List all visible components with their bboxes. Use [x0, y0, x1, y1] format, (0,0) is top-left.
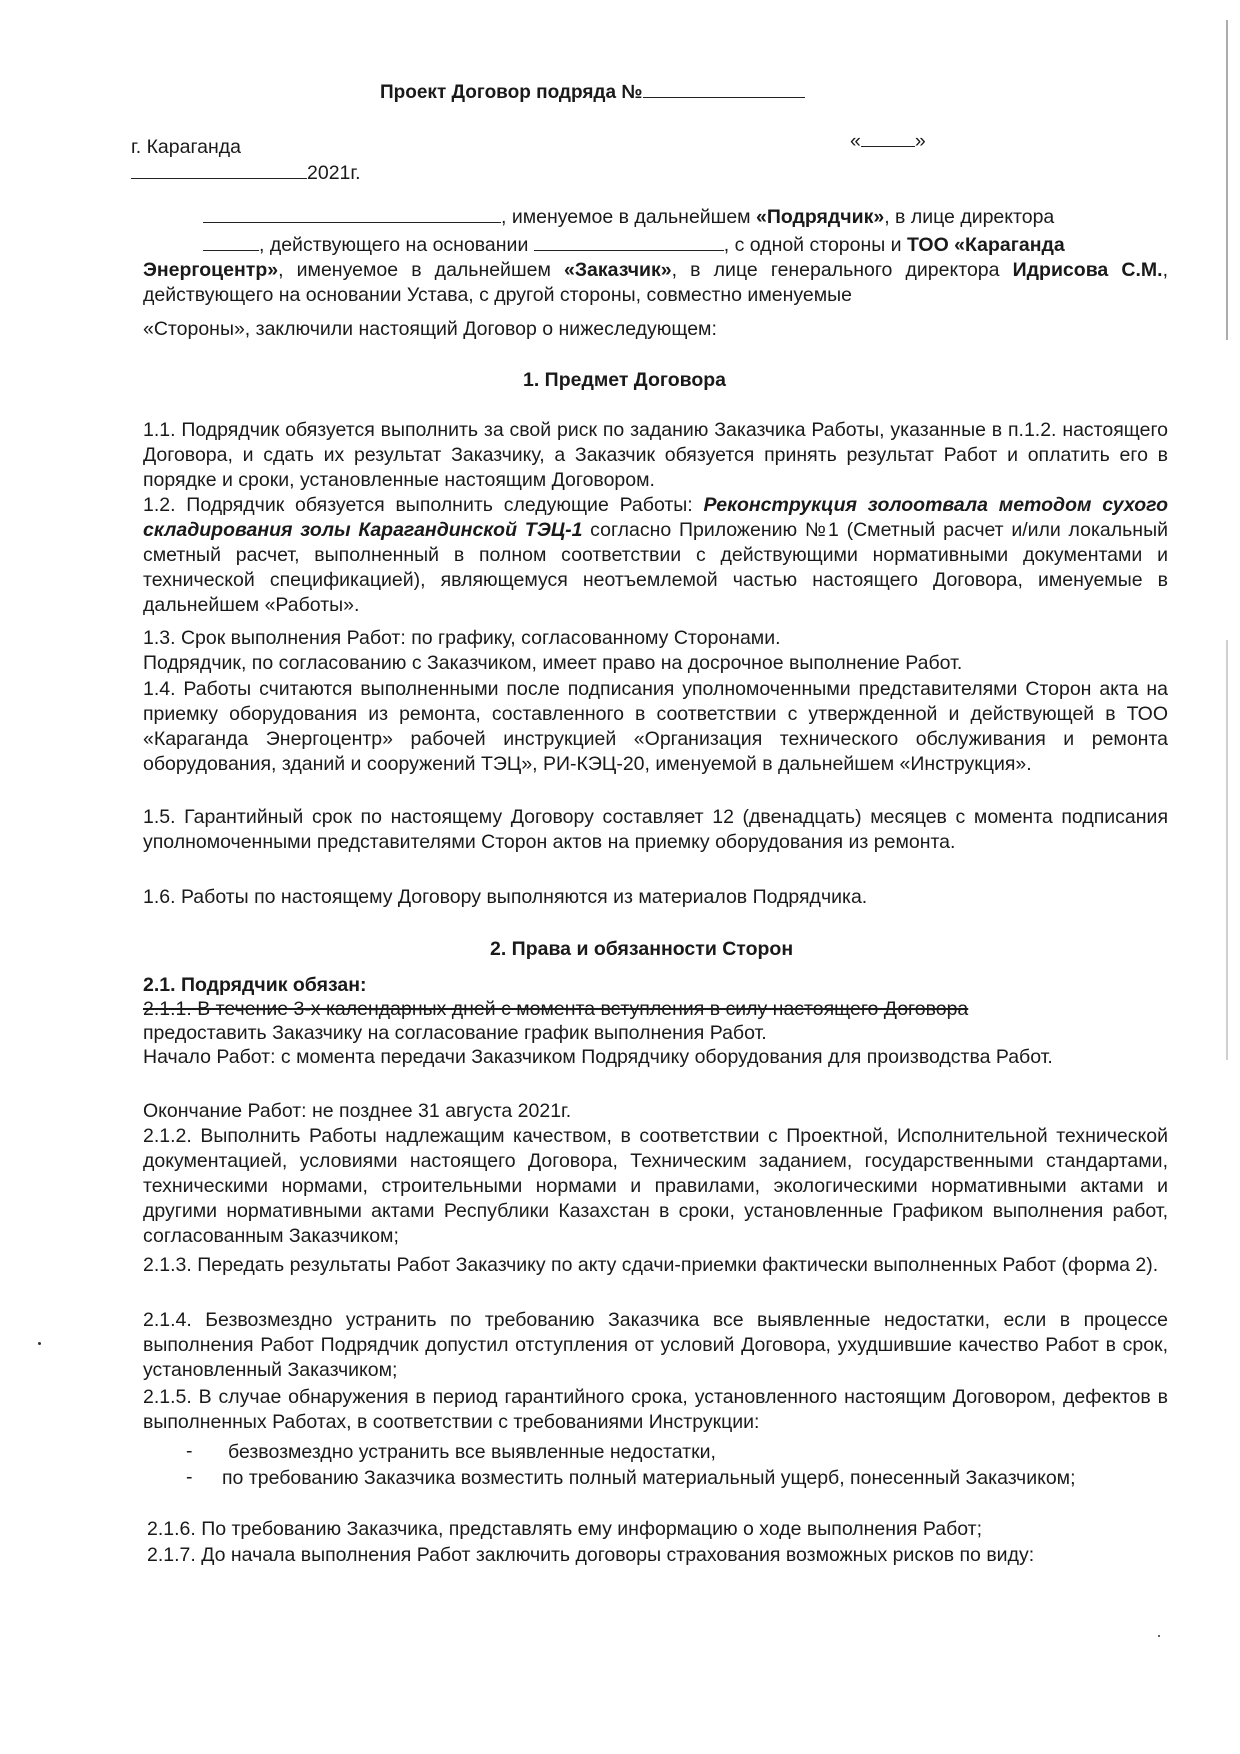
clause-1-2: 1.2. Подрядчик обязуется выполнить следующие Работы: Реконструкция золоотвала методом сухого складирования золы Карагандинской ТЭЦ-1 согласно Приложению №1 (Сметный расчет и/или локальный сметный расчет, выполненный в полном соответствии с действующими нормативными документами и технической спецификацией), являющемуся неотъемлемой частью настоящего Договора, именуемые в дальнейшем «Работы». [143, 494, 1168, 616]
preamble-body: Энергоцентр», именуемое в дальнейшем «Заказчик», в лице генерального директора Идрисова С.М., действующего на основании Устава, с другой стороны, совместно именуемые [143, 259, 1168, 306]
scan-speck [1158, 1635, 1160, 1637]
bullet-dash-2: - [186, 1466, 193, 1488]
date-year-field [131, 162, 361, 185]
preamble-closing: «Стороны», заключили настоящий Договор о нижеследующем: [143, 318, 717, 340]
document-title [380, 82, 805, 104]
scan-edge-mark [1226, 640, 1228, 1060]
section-2-heading: 2. Права и обязанности Сторон [490, 938, 794, 960]
bullet-dash-1: - [186, 1440, 193, 1462]
clause-1-5: 1.5. Гарантийный срок по настоящему Договору составляет 12 (двенадцать) месяцев с момента подписания уполномоченными представителями Сторон актов на приемку оборудования из ремонта. [143, 806, 1168, 853]
scan-speck [38, 1342, 41, 1345]
work-start: Начало Работ: с момента передачи Заказчиком Подрядчику оборудования для производства Работ. [143, 1046, 1053, 1068]
clause-2-1-1-rest: предоставить Заказчику на согласование график выполнения Работ. [143, 1022, 767, 1044]
work-end: Окончание Работ: не позднее 31 августа 2021г. [143, 1100, 572, 1122]
title-text: Проект Договор подряда № [380, 82, 643, 103]
clause-1-3-early: Подрядчик, по согласованию с Заказчиком, имеет право на досрочное выполнение Работ. [143, 652, 963, 674]
date-year: 2021г. [307, 162, 361, 184]
subsection-2-1: 2.1. Подрядчик обязан: [143, 974, 367, 996]
contract-number-blank [643, 96, 805, 98]
city-label: г. Караганда [131, 136, 241, 158]
clause-2-1-1-struck: 2.1.1. В течение 3-х календарных дней с момента вступления в силу настоящего Договора [143, 998, 969, 1020]
scan-edge-mark [1226, 20, 1228, 340]
bullet-item-1: безвозмездно устранить все выявленные недостатки, [228, 1441, 716, 1463]
clause-2-1-5: 2.1.5. В случае обнаружения в период гарантийного срока, установленного настоящим Договором, дефектов в выполненных Работах, в соответствии с требованиями Инструкции: [143, 1386, 1168, 1433]
section-1-heading: 1. Предмет Договора [523, 369, 727, 391]
clause-2-1-7: 2.1.7. До начала выполнения Работ заключить договоры страхования возможных рисков по виду: [147, 1544, 1035, 1566]
clause-2-1-3: 2.1.3. Передать результаты Работ Заказчику по акту сдачи-приемки фактически выполненных Работ (форма 2). [143, 1254, 1159, 1276]
clause-2-1-6: 2.1.6. По требованию Заказчика, представлять ему информацию о ходе выполнения Работ; [147, 1518, 983, 1540]
clause-1-4: 1.4. Работы считаются выполненными после подписания уполномоченными представителями Сторон акта на приемку оборудования из ремонта, составленного в соответствии с утвержденной и действующей в ТОО «Караганда Энергоцентр» рабочей инструкцией «Организация технического обслуживания и ремонта оборудования, зданий и сооружений ТЭЦ», РИ-КЭЦ-20, именуемой в дальнейшем «Инструкция». [143, 678, 1168, 775]
clause-1-6: 1.6. Работы по настоящему Договору выполняются из материалов Подрядчика. [143, 886, 868, 908]
bullet-item-2: по требованию Заказчика возместить полный материальный ущерб, понесенный Заказчиком; [222, 1467, 1076, 1489]
clause-2-1-2: 2.1.2. Выполнить Работы надлежащим качеством, в соответствии с Проектной, Исполнительной технической документацией, условиями настоящего Договора, Техническим заданием, государственными стандартами, техническими нормами, строительными нормами и правилами, экологическими нормативными актами и другими нормативными актами Республики Казахстан в сроки, установленные Графиком выполнения работ, согласованным Заказчиком; [143, 1125, 1168, 1247]
date-day-field: « » [850, 130, 926, 152]
clause-1-1: 1.1. Подрядчик обязуется выполнить за свой риск по заданию Заказчика Работы, указанные в п.1.2. настоящего Договора, и сдать их результат Заказчику, а Заказчик обязуется принять результат Работ и оплатить его в порядке и сроки, установленные настоящим Договором. [143, 419, 1168, 491]
preamble-line-1: , именуемое в дальнейшем «Подрядчик», в лице директора [203, 206, 1054, 229]
clause-1-3: 1.3. Срок выполнения Работ: по графику, согласованному Сторонами. [143, 627, 781, 649]
preamble-line-2: , действующего на основании , с одной стороны и ТОО «Караганда [203, 234, 1065, 257]
clause-2-1-4: 2.1.4. Безвозмездно устранить по требованию Заказчика все выявленные недостатки, если в процессе выполнения Работ Подрядчик допустил отступления от условий Договора, ухудшившие качество Работ в срок, установленный Заказчиком; [143, 1309, 1168, 1381]
